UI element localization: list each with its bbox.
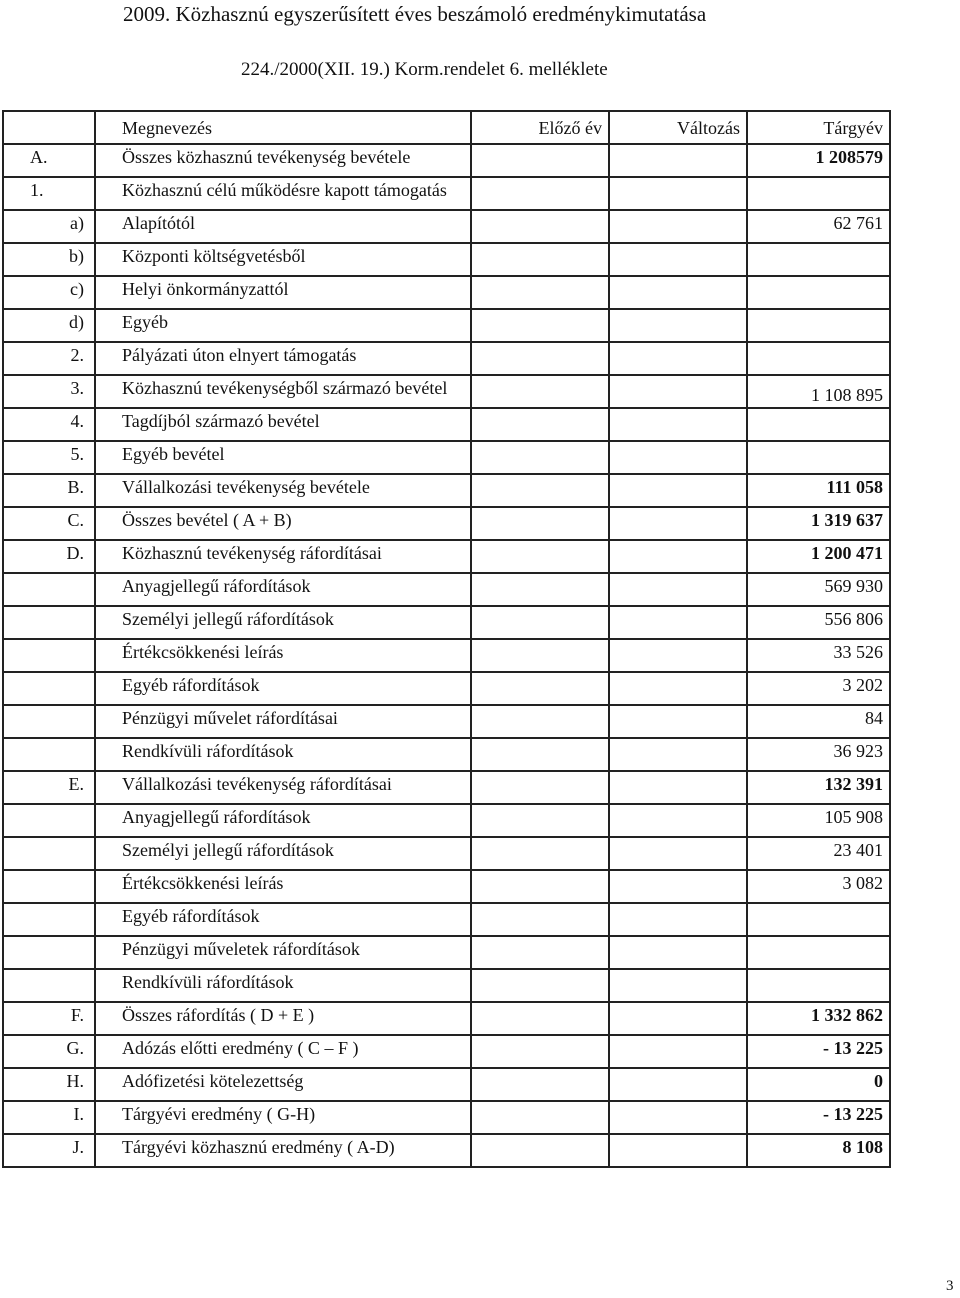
row-key: G.: [3, 1035, 95, 1068]
row-change: [609, 738, 747, 771]
table-row: [3, 342, 890, 375]
row-current-year: 33 526: [747, 639, 890, 672]
row-current-year: [747, 969, 890, 1002]
table-row: [3, 375, 890, 408]
row-change: [609, 1101, 747, 1134]
row-key: [3, 738, 95, 771]
row-current-year: 3 202: [747, 672, 890, 705]
table-row: [3, 309, 890, 342]
row-change: [609, 639, 747, 672]
table-row: [3, 177, 890, 210]
row-current-year: 569 930: [747, 573, 890, 606]
table-row: [3, 474, 890, 507]
row-label: Anyagjellegű ráfordítások: [95, 804, 471, 837]
row-prev-year: [471, 969, 609, 1002]
row-key: c): [3, 276, 95, 309]
row-prev-year: [471, 342, 609, 375]
row-current-year: 1 332 862: [747, 1002, 890, 1035]
row-current-year: [747, 243, 890, 276]
row-current-year: [747, 408, 890, 441]
row-change: [609, 210, 747, 243]
row-prev-year: [471, 1002, 609, 1035]
row-change: [609, 903, 747, 936]
table-row: [3, 1101, 890, 1134]
row-label: Közhasznú célú működésre kapott támogatás: [95, 177, 471, 210]
row-label: Alapítótól: [95, 210, 471, 243]
row-current-year: 1 319 637: [747, 507, 890, 540]
row-key: [3, 870, 95, 903]
document-title: 2009. Közhasznú egyszerűsített éves beszámoló eredménykimutatása: [123, 2, 707, 26]
row-key: A.: [3, 144, 95, 177]
row-key: [3, 903, 95, 936]
row-prev-year: [471, 903, 609, 936]
row-key: [3, 804, 95, 837]
row-prev-year: [471, 441, 609, 474]
row-prev-year: [471, 573, 609, 606]
row-label: Vállalkozási tevékenység bevétele: [95, 474, 471, 507]
row-current-year: 84: [747, 705, 890, 738]
row-current-year: 556 806: [747, 606, 890, 639]
row-label: Rendkívüli ráfordítások: [95, 969, 471, 1002]
row-key: B.: [3, 474, 95, 507]
row-change: [609, 705, 747, 738]
row-prev-year: [471, 144, 609, 177]
row-prev-year: [471, 804, 609, 837]
row-current-year: [747, 903, 890, 936]
row-key: [3, 573, 95, 606]
row-current-year: - 13 225: [747, 1035, 890, 1068]
row-label: Vállalkozási tevékenység ráfordításai: [95, 771, 471, 804]
row-current-year: 1 108 895: [747, 375, 890, 408]
row-key: F.: [3, 1002, 95, 1035]
row-current-year: [747, 177, 890, 210]
row-key: D.: [3, 540, 95, 573]
row-key: [3, 606, 95, 639]
row-label: Egyéb ráfordítások: [95, 672, 471, 705]
row-prev-year: [471, 540, 609, 573]
table-row: [3, 837, 890, 870]
row-change: [609, 441, 747, 474]
row-change: [609, 870, 747, 903]
row-change: [609, 243, 747, 276]
row-prev-year: [471, 771, 609, 804]
row-label: Központi költségvetésből: [95, 243, 471, 276]
row-prev-year: [471, 210, 609, 243]
row-change: [609, 375, 747, 408]
table-row: [3, 705, 890, 738]
row-prev-year: [471, 276, 609, 309]
row-key: J.: [3, 1134, 95, 1167]
row-key: 5.: [3, 441, 95, 474]
table-row: [3, 441, 890, 474]
row-current-year: 111 058: [747, 474, 890, 507]
row-current-year: 3 082: [747, 870, 890, 903]
table-header-row: [3, 111, 890, 144]
row-label: Egyéb bevétel: [95, 441, 471, 474]
row-change: [609, 1134, 747, 1167]
row-change: [609, 177, 747, 210]
row-change: [609, 837, 747, 870]
row-label: Adózás előtti eredmény ( C – F ): [95, 1035, 471, 1068]
row-label: Tagdíjból származó bevétel: [95, 408, 471, 441]
row-key: 4.: [3, 408, 95, 441]
row-current-year: [747, 309, 890, 342]
row-label: Tárgyévi eredmény ( G-H): [95, 1101, 471, 1134]
row-label: Értékcsökkenési leírás: [95, 639, 471, 672]
row-label: Összes bevétel ( A + B): [95, 507, 471, 540]
row-label: Pénzügyi műveletek ráfordítások: [95, 936, 471, 969]
header-current-year: Tárgyév: [747, 111, 890, 144]
row-key: H.: [3, 1068, 95, 1101]
row-current-year: [747, 276, 890, 309]
table-row: [3, 969, 890, 1002]
table-row: [3, 1134, 890, 1167]
row-current-year: [747, 342, 890, 375]
row-key: [3, 936, 95, 969]
row-key: [3, 639, 95, 672]
row-key: d): [3, 309, 95, 342]
header-name: Megnevezés: [95, 111, 471, 144]
row-label: Személyi jellegű ráfordítások: [95, 837, 471, 870]
row-prev-year: [471, 1035, 609, 1068]
table-row: [3, 804, 890, 837]
row-change: [609, 276, 747, 309]
row-label: Adófizetési kötelezettség: [95, 1068, 471, 1101]
row-current-year: 1 208579: [747, 144, 890, 177]
row-label: Pénzügyi művelet ráfordításai: [95, 705, 471, 738]
row-change: [609, 606, 747, 639]
row-prev-year: [471, 408, 609, 441]
row-label: Közhasznú tevékenység ráfordításai: [95, 540, 471, 573]
table-row: [3, 144, 890, 177]
row-change: [609, 408, 747, 441]
row-label: Közhasznú tevékenységből származó bevétel: [95, 375, 471, 408]
table-row: [3, 507, 890, 540]
row-current-year: 36 923: [747, 738, 890, 771]
row-key: I.: [3, 1101, 95, 1134]
row-prev-year: [471, 1068, 609, 1101]
row-key: a): [3, 210, 95, 243]
row-label: Egyéb: [95, 309, 471, 342]
row-change: [609, 771, 747, 804]
row-label: Tárgyévi közhasznú eredmény ( A-D): [95, 1134, 471, 1167]
row-change: [609, 1035, 747, 1068]
row-key: [3, 705, 95, 738]
row-key: C.: [3, 507, 95, 540]
row-prev-year: [471, 639, 609, 672]
table-row: [3, 408, 890, 441]
table-row: [3, 1035, 890, 1068]
row-key: E.: [3, 771, 95, 804]
table-row: [3, 606, 890, 639]
row-prev-year: [471, 507, 609, 540]
row-change: [609, 936, 747, 969]
table-row: [3, 243, 890, 276]
row-label: Anyagjellegű ráfordítások: [95, 573, 471, 606]
row-prev-year: [471, 837, 609, 870]
table-row: [3, 672, 890, 705]
row-prev-year: [471, 474, 609, 507]
row-prev-year: [471, 309, 609, 342]
row-key: 3.: [3, 375, 95, 408]
row-key: [3, 672, 95, 705]
row-current-year: 0: [747, 1068, 890, 1101]
row-current-year: 8 108: [747, 1134, 890, 1167]
row-prev-year: [471, 177, 609, 210]
table-row: [3, 1068, 890, 1101]
row-prev-year: [471, 375, 609, 408]
table-row: [3, 936, 890, 969]
row-prev-year: [471, 672, 609, 705]
row-label: Rendkívüli ráfordítások: [95, 738, 471, 771]
row-label: Összes közhasznú tevékenység bevétele: [95, 144, 471, 177]
row-current-year: 1 200 471: [747, 540, 890, 573]
row-change: [609, 672, 747, 705]
row-key: [3, 969, 95, 1002]
table-row: [3, 870, 890, 903]
row-prev-year: [471, 243, 609, 276]
income-statement-table: [2, 110, 891, 1168]
row-current-year: 105 908: [747, 804, 890, 837]
header-prev-year: Előző év: [471, 111, 609, 144]
row-prev-year: [471, 606, 609, 639]
document-subtitle: 224./2000(XII. 19.) Korm.rendelet 6. melléklete: [241, 59, 608, 80]
row-label: Összes ráfordítás ( D + E ): [95, 1002, 471, 1035]
page-number: 3: [946, 1278, 954, 1294]
row-prev-year: [471, 1101, 609, 1134]
row-current-year: 62 761: [747, 210, 890, 243]
table-row: [3, 573, 890, 606]
table-row: [3, 1002, 890, 1035]
row-change: [609, 507, 747, 540]
header-change: Változás: [609, 111, 747, 144]
row-change: [609, 1002, 747, 1035]
row-key: 1.: [3, 177, 95, 210]
row-current-year: 132 391: [747, 771, 890, 804]
row-change: [609, 309, 747, 342]
row-key: b): [3, 243, 95, 276]
table-row: [3, 738, 890, 771]
row-key: [3, 837, 95, 870]
row-change: [609, 1068, 747, 1101]
row-label: Értékcsökkenési leírás: [95, 870, 471, 903]
row-prev-year: [471, 1134, 609, 1167]
row-change: [609, 573, 747, 606]
row-label: Személyi jellegű ráfordítások: [95, 606, 471, 639]
table-row: [3, 903, 890, 936]
row-change: [609, 804, 747, 837]
row-current-year: [747, 936, 890, 969]
row-label: Helyi önkormányzattól: [95, 276, 471, 309]
table-row: [3, 210, 890, 243]
row-prev-year: [471, 738, 609, 771]
row-label: Pályázati úton elnyert támogatás: [95, 342, 471, 375]
row-prev-year: [471, 936, 609, 969]
header-key-cell: [3, 111, 95, 144]
row-change: [609, 540, 747, 573]
row-current-year: - 13 225: [747, 1101, 890, 1134]
row-prev-year: [471, 870, 609, 903]
row-current-year: [747, 441, 890, 474]
row-key: 2.: [3, 342, 95, 375]
table-row: [3, 540, 890, 573]
row-change: [609, 969, 747, 1002]
row-change: [609, 474, 747, 507]
row-current-year: 23 401: [747, 837, 890, 870]
row-change: [609, 342, 747, 375]
table-row: [3, 639, 890, 672]
table-row: [3, 771, 890, 804]
row-prev-year: [471, 705, 609, 738]
table-row: [3, 276, 890, 309]
row-change: [609, 144, 747, 177]
row-label: Egyéb ráfordítások: [95, 903, 471, 936]
